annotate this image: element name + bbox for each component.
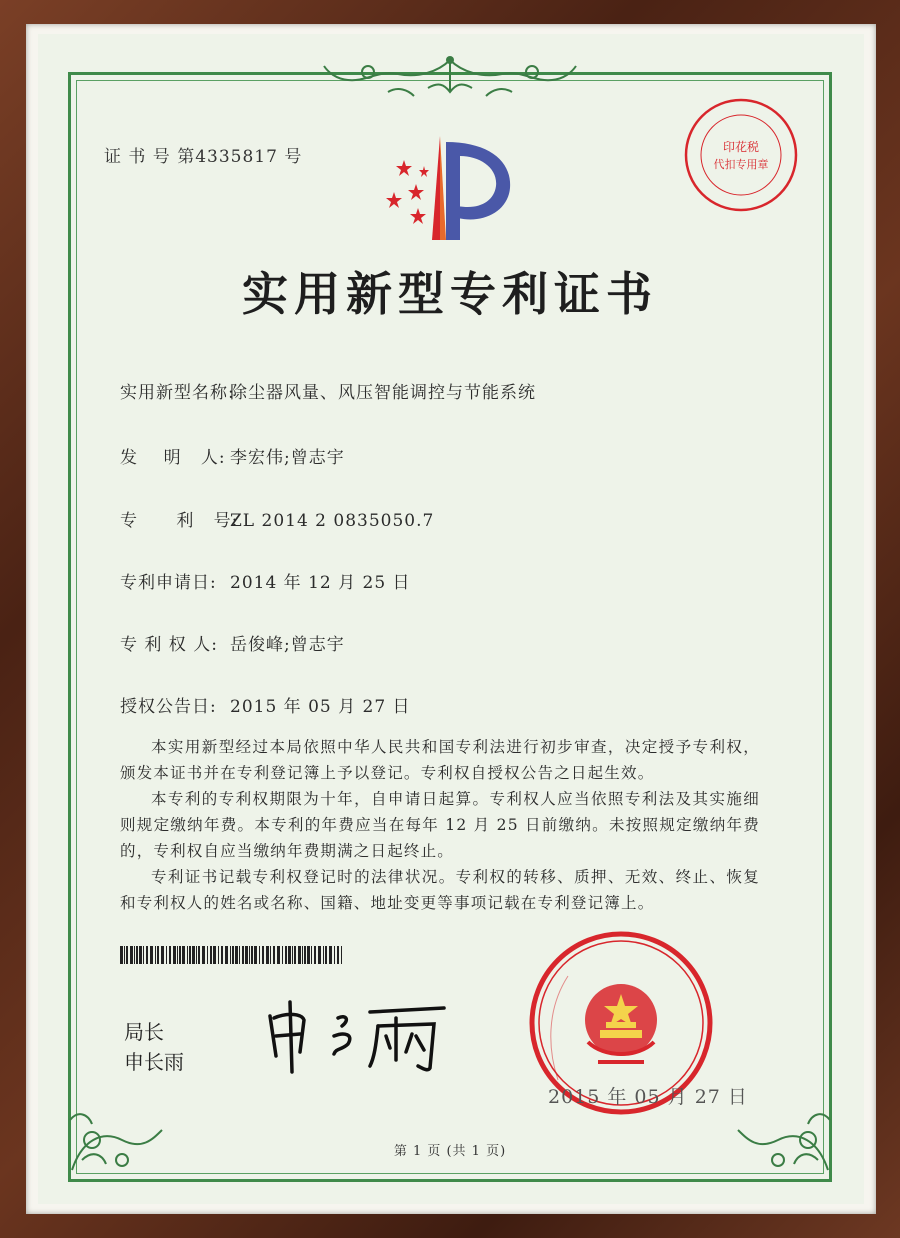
field-label: 授权公告日:	[120, 697, 217, 717]
barcode-bar	[192, 946, 195, 964]
barcode-bar	[285, 946, 287, 964]
barcode-bar	[196, 946, 197, 964]
barcode-bar	[282, 946, 283, 964]
body-paragraph: 专利证书记载专利权登记时的法律状况。专利权的转移、质押、无效、终止、恢复和专利权人的姓名或名称、国籍、地址变更等事项记载在专利登记簿上。	[120, 868, 760, 912]
barcode-bar	[337, 946, 339, 964]
barcode-bar	[334, 946, 335, 964]
barcode-bar	[136, 946, 138, 964]
barcode-bar	[307, 946, 310, 964]
barcode-bar	[302, 946, 303, 964]
barcode-bar	[325, 946, 327, 964]
barcode-bar	[239, 946, 240, 964]
field-value: 除尘器风量、风压智能调控与节能系统	[230, 383, 536, 403]
field-utility-model-name	[120, 378, 536, 403]
certificate-number: 证 书 号 第4335817 号	[104, 147, 303, 167]
director-title: 局长	[124, 1020, 164, 1044]
body-paragraph: 本专利的专利权期限为十年，自申请日起算。专利权人应当依照专利法及其实施细则规定缴纳年费。本专利的年费应当在每年 12 月 25 日前缴纳。未按照规定缴纳年费的，专利权自应当缴纳年费期满之日起终止。	[120, 790, 760, 860]
barcode-bar	[232, 946, 234, 964]
field-value: 2014 年 12 月 25 日	[230, 573, 411, 593]
barcode-bar	[277, 946, 280, 964]
field-patentee	[120, 630, 345, 655]
barcode-bar	[198, 946, 200, 964]
barcode-bar	[311, 946, 312, 964]
barcode-bar	[124, 946, 125, 964]
field-label: 专利申请日:	[120, 573, 217, 593]
barcode-bar	[187, 946, 188, 964]
field-label: 专 利 权 人:	[120, 635, 218, 655]
barcode-bar	[120, 946, 123, 964]
top-ornament	[318, 52, 582, 102]
barcode-bar	[207, 946, 208, 964]
barcode-bar	[126, 946, 128, 964]
certificate-title: 实用新型专利证书	[242, 267, 658, 321]
barcode-bar	[202, 946, 205, 964]
barcode-bar	[143, 946, 144, 964]
barcode-bar	[270, 946, 271, 964]
body-paragraph: 本实用新型经过本局依照中华人民共和国专利法进行初步审查，决定授予专利权，颁发本证书并在专利登记簿上予以登记。专利权自授权公告之日起生效。	[120, 738, 760, 782]
field-grant-date	[120, 692, 411, 717]
seal-date: 2015 年 05 月 27 日	[548, 1086, 748, 1108]
barcode-bar	[139, 946, 142, 964]
barcode-bar	[323, 946, 324, 964]
barcode-bar	[230, 946, 231, 964]
barcode-bar	[146, 946, 148, 964]
svg-text:印花税: 印花税	[722, 140, 760, 154]
barcode-bar	[166, 946, 167, 964]
barcode-bar	[304, 946, 306, 964]
barcode-bar	[155, 946, 156, 964]
barcode-bar	[314, 946, 316, 964]
barcode-bar	[259, 946, 260, 964]
field-value: 2015 年 05 月 27 日	[230, 697, 411, 717]
barcode-bar	[225, 946, 228, 964]
barcode-bar	[298, 946, 301, 964]
certificate-body	[120, 734, 760, 916]
barcode-bar	[150, 946, 153, 964]
field-label: 专 利 号:	[120, 511, 239, 531]
barcode-bar	[329, 946, 332, 964]
barcode-bar	[189, 946, 191, 964]
barcode-bar	[245, 946, 248, 964]
barcode-bar	[273, 946, 275, 964]
barcode-bar	[266, 946, 269, 964]
bottom-left-ornament	[62, 1080, 172, 1180]
barcode-bar	[292, 946, 293, 964]
barcode-bar	[213, 946, 216, 964]
tax-stamp-seal	[682, 96, 800, 214]
barcode-bar	[242, 946, 244, 964]
barcode-bar	[294, 946, 296, 964]
barcode-bar	[173, 946, 176, 964]
barcode-bar	[161, 946, 164, 964]
barcode-bar	[288, 946, 291, 964]
barcode-bar	[221, 946, 223, 964]
barcode-bar	[318, 946, 321, 964]
director-name: 申长雨	[124, 1050, 184, 1074]
field-application-date	[120, 568, 411, 593]
patent-office-logo	[380, 132, 520, 244]
barcode	[120, 946, 342, 964]
barcode-bar	[134, 946, 135, 964]
page-number: 第 1 页 (共 1 页)	[393, 1144, 507, 1159]
barcode-bar	[210, 946, 212, 964]
barcode-bar	[249, 946, 250, 964]
barcode-bar	[182, 946, 185, 964]
barcode-bar	[177, 946, 178, 964]
barcode-bar	[341, 946, 342, 964]
field-label: 发 明 人:	[120, 448, 226, 468]
svg-text:代扣专用章: 代扣专用章	[713, 158, 769, 171]
barcode-bar	[218, 946, 219, 964]
barcode-bar	[169, 946, 171, 964]
field-label: 实用新型名称:	[120, 383, 235, 403]
barcode-bar	[254, 946, 257, 964]
barcode-bar	[130, 946, 133, 964]
field-value: ZL 2014 2 0835050.7	[230, 511, 435, 531]
field-inventor	[120, 443, 345, 468]
field-value: 岳俊峰;曾志宇	[230, 635, 345, 655]
barcode-bar	[251, 946, 253, 964]
field-value: 李宏伟;曾志宇	[230, 448, 345, 468]
director-signature	[262, 996, 452, 1076]
barcode-bar	[157, 946, 159, 964]
barcode-bar	[235, 946, 238, 964]
barcode-bar	[262, 946, 264, 964]
barcode-bar	[179, 946, 181, 964]
field-patent-number	[120, 506, 434, 531]
